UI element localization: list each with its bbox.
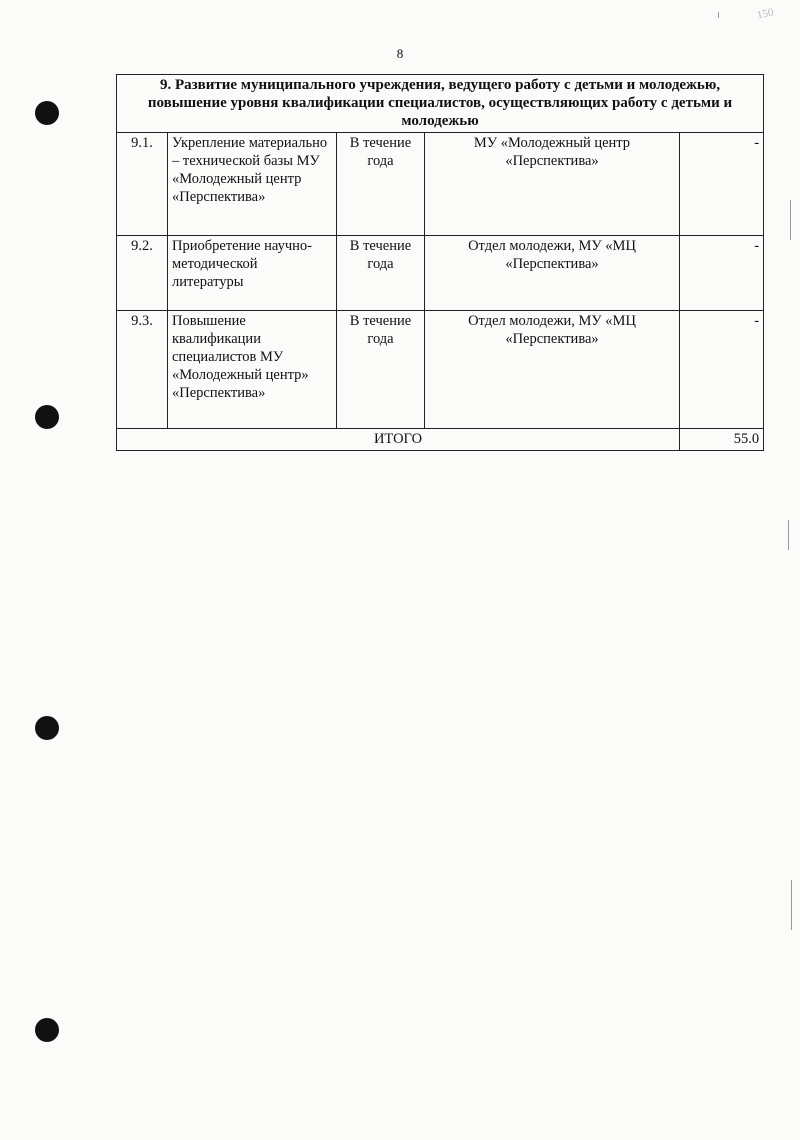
punch-hole bbox=[35, 101, 59, 125]
plan-table bbox=[116, 74, 764, 451]
page-number: 8 bbox=[396, 46, 404, 61]
item-number: 9.3. bbox=[117, 311, 168, 429]
section-header-row bbox=[117, 75, 764, 133]
punch-hole bbox=[35, 716, 59, 740]
item-number: 9.2. bbox=[117, 236, 168, 311]
total-label: ИТОГО bbox=[117, 429, 680, 451]
punch-hole bbox=[35, 1018, 59, 1042]
item-term: В течение года bbox=[337, 311, 425, 429]
corner-handwritten-mark: 150 bbox=[755, 6, 775, 22]
item-amount: - bbox=[680, 236, 764, 311]
table-row bbox=[117, 311, 764, 429]
scan-edge-mark bbox=[791, 880, 792, 930]
item-executor: Отдел молодежи, МУ «МЦ «Перспектива» bbox=[425, 236, 680, 311]
item-amount: - bbox=[680, 311, 764, 429]
section-title: 9. Развитие муниципального учреждения, ведущего работу с детьми и молодежью, повышение уровня квалификации специалистов, осуществляющих работу с детьми и молодежью bbox=[117, 75, 764, 133]
item-term: В течение года bbox=[337, 133, 425, 236]
item-number: 9.1. bbox=[117, 133, 168, 236]
punch-hole bbox=[35, 405, 59, 429]
item-executor: МУ «Молодежный центр «Перспектива» bbox=[425, 133, 680, 236]
scan-edge-mark bbox=[790, 200, 791, 240]
item-amount: - bbox=[680, 133, 764, 236]
item-name: Укрепление материально – технической базы МУ «Молодежный центр «Перспектива» bbox=[168, 133, 337, 236]
item-name: Повышение квалификации специалистов МУ «Молодежный центр» «Перспектива» bbox=[168, 311, 337, 429]
item-executor: Отдел молодежи, МУ «МЦ «Перспектива» bbox=[425, 311, 680, 429]
item-name: Приобретение научно-методической литературы bbox=[168, 236, 337, 311]
total-value: 55.0 bbox=[680, 429, 764, 451]
scan-speck bbox=[718, 12, 719, 18]
item-term: В течение года bbox=[337, 236, 425, 311]
table-row bbox=[117, 133, 764, 236]
total-row bbox=[117, 429, 764, 451]
table-row bbox=[117, 236, 764, 311]
scan-edge-mark bbox=[788, 520, 789, 550]
